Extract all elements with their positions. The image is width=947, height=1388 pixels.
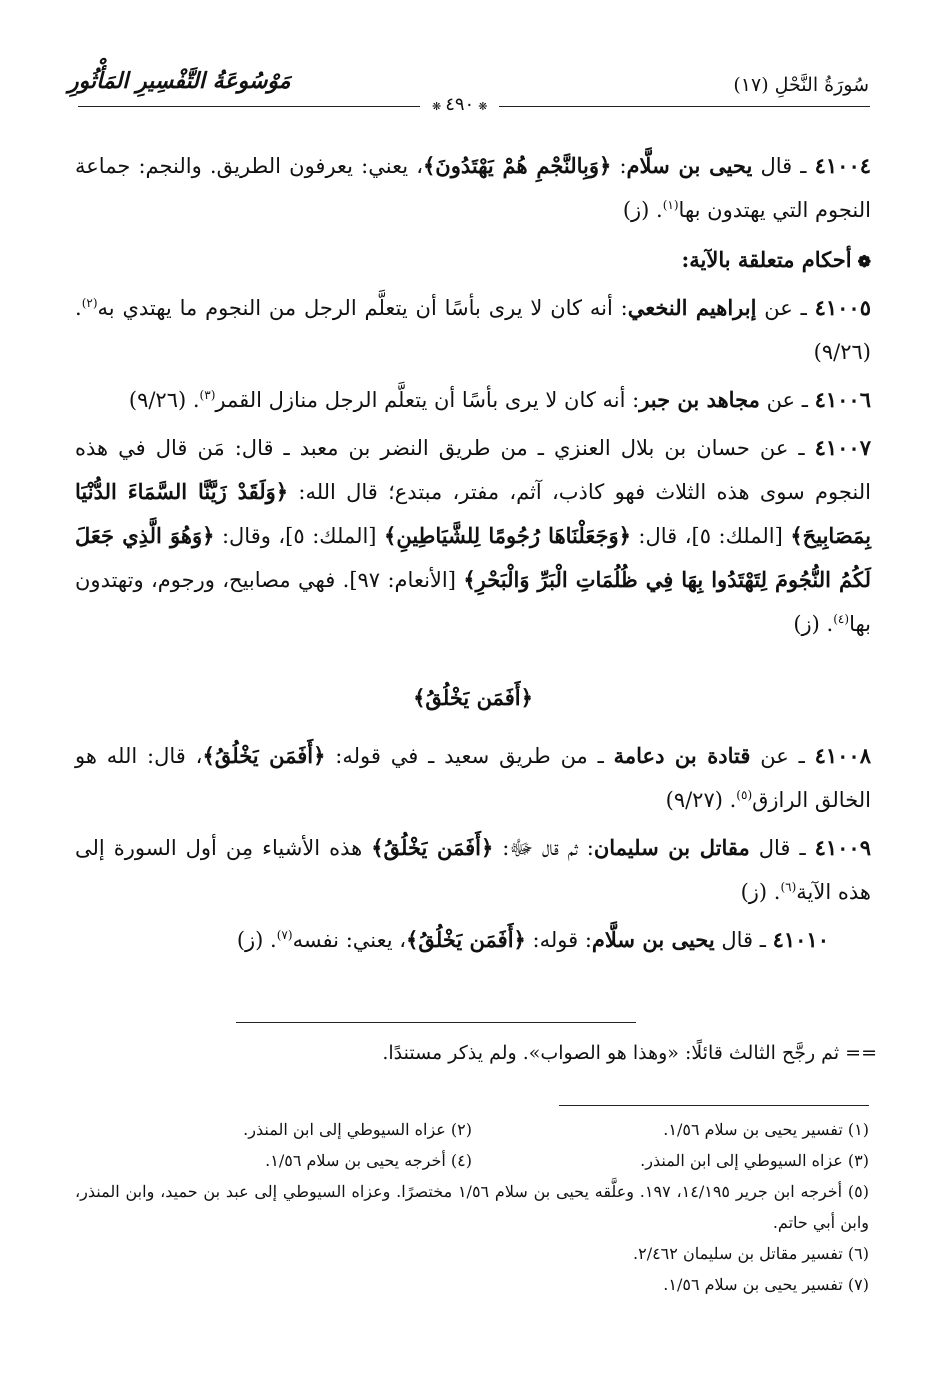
- footnote-ref: (٣): [199, 388, 216, 402]
- narrator-name: إبراهيم النخعي: [627, 295, 757, 320]
- entry-41007: ٤١٠٠٧ ـ عن حسان بن بلال العنزي ـ من طريق النضر بن معبد ـ قال: مَن قال في هذه النجوم سوى هذه الثلاث فهو كاذب، آثم، مفتر، مبتدع؛ قال الله: ﴿وَلَقَدْ زَيَّنَّا السَّمَاءَ الدُّنْيَا بِمَصَابِيحَ﴾ [الملك: ٥]، قال: ﴿وَجَعَلْنَاهَا رُجُومًا لِلشَّيَاطِينِ﴾ [الملك: ٥]، وقال: ﴿وَهُوَ الَّذِي جَعَلَ لَكُمُ النُّجُومَ لِتَهْتَدُوا بِهَا فِي ظُلُمَاتِ الْبَرِّ وَالْبَحْرِ﴾ [الأنعام: ٩٧]. فهي مصابيح، ورجوم، وتهتدون بها$^{(٤)}$. (ز): [75, 435, 872, 636]
- narrator-name: قتادة بن دعامة: [613, 743, 751, 768]
- footnote-6: (٦) تفسير مقاتل بن سليمان ٢/٤٦٢.: [633, 1244, 869, 1263]
- footnote-ref: (٤): [833, 612, 850, 626]
- entry-41008: ٤١٠٠٨ ـ عن قتادة بن دعامة ـ من طريق سعيد ـ في قوله: ﴿أَفَمَن يَخْلُقُ﴾، قال: الله هو الخالق الرازق$^{(٥)}$. (٩/٢٧): [75, 743, 871, 812]
- ayah-heading: ﴿أَفَمَن يَخْلُقُ﴾: [413, 685, 533, 710]
- footnote-4: (٤) أخرجه يحيى بن سلام ١/٥٦.: [265, 1151, 472, 1170]
- quran-quote: ﴿أَفَمَن يَخْلُقُ﴾: [202, 743, 326, 768]
- main-text: [75, 144, 871, 966]
- narrator-name: مقاتل بن سليمان: [593, 835, 750, 860]
- footnote-row: [75, 1145, 869, 1176]
- entry-41010: ٤١٠١٠ ـ قال يحيى بن سلَّام: قوله: ﴿أَفَمَن يَخْلُقُ﴾، يعني: نفسه$^{(٧)}$. (ز): [236, 927, 829, 952]
- narrator-name: مجاهد بن جبر: [639, 387, 760, 412]
- footnote-2: (٢) عزاه السيوطي إلى ابن المنذر.: [243, 1120, 472, 1139]
- footnote-1: (١) تفسير يحيى بن سلام ١/٥٦.: [663, 1120, 869, 1139]
- entry-41005: ٤١٠٠٥ ـ عن إبراهيم النخعي: أنه كان لا يرى بأسًا أن يتعلَّم الرجل من النجوم ما يهتدي به$^{(٢)}$. (٩/٢٦): [75, 295, 871, 364]
- footnote-7: (٧) تفسير يحيى بن سلام ١/٥٦.: [663, 1275, 869, 1294]
- quran-quote: ﴿وَهُوَ الَّذِي جَعَلَ لَكُمُ النُّجُومَ لِتَهْتَدُوا بِهَا فِي ظُلُمَاتِ الْبَرِّ وَالْبَحْرِ﴾: [75, 523, 871, 592]
- footnote-ref: (١): [662, 198, 679, 212]
- footnote-ref: (٦): [780, 880, 797, 894]
- entry-41004: ٤١٠٠٤ ـ قال يحيى بن سلَّام: ﴿وَبِالنَّجْمِ هُمْ يَهْتَدُونَ﴾، يعني: يعرفون الطريق. والنجم: جماعة النجوم التي يهتدون بها$^{(١)}$. (ز): [75, 153, 872, 222]
- flower-icon: ❁: [857, 252, 871, 271]
- commentary-rule: [236, 1022, 636, 1023]
- footnote-5: (٥) أخرجه ابن جرير ١٤/١٩٥، ١٩٧. وعلَّقه يحيى بن سلام ١/٥٦ مختصرًا. وعزاه السيوطي إلى عبد بن حميد، وابن المنذر، وابن أبي حاتم.: [75, 1182, 870, 1232]
- page-number-value: ٤٩٠: [445, 94, 475, 115]
- footnote-rule: [559, 1105, 869, 1106]
- footnote-3: (٣) عزاه السيوطي إلى ابن المنذر.: [640, 1151, 869, 1170]
- quran-quote: ﴿وَلَقَدْ زَيَّنَّا السَّمَاءَ الدُّنْيَا بِمَصَابِيحَ﴾: [75, 479, 872, 548]
- footnote-row: [75, 1114, 869, 1145]
- commentary-continuation: == ثم رجَّح الثالث قائلًا: «وهذا هو الصواب». ولم يذكر مستندًا.: [382, 1042, 877, 1064]
- book-title-header: مَوْسُوعَةُ التَّفْسِيرِ المَأْثُورِ: [68, 68, 291, 94]
- footnote-ref: (٧): [276, 928, 293, 942]
- narrator-name: يحيى بن سلَّام: [591, 927, 715, 952]
- page-number: [420, 94, 499, 115]
- quran-quote: ﴿وَجَعَلْنَاهَا رُجُومًا لِلشَّيَاطِينِ﴾: [384, 523, 631, 548]
- quran-quote: ﴿أَفَمَن يَخْلُقُ﴾: [406, 927, 526, 952]
- footnotes: [75, 1114, 869, 1300]
- quran-quote: ﴿وَبِالنَّجْمِ هُمْ يَهْتَدُونَ﴾: [422, 153, 612, 178]
- surah-header: سُورَةُ النَّحْلِ (١٧): [733, 74, 869, 96]
- footnote-ref: (٥): [736, 788, 753, 802]
- narrator-name: يحيى بن سلَّام: [626, 153, 753, 178]
- ornament-icon: ❋: [478, 100, 488, 113]
- footnote-ref: (٢): [81, 296, 98, 310]
- entry-41006: ٤١٠٠٦ ـ عن مجاهد بن جبر: أنه كان لا يرى بأسًا أن يتعلَّم الرجل منازل القمر$^{(٣)}$. (٩/٢٦): [128, 387, 871, 412]
- quran-quote: ﴿أَفَمَن يَخْلُقُ﴾: [371, 835, 494, 860]
- section-heading: ❁أحكام متعلقة بالآية:: [681, 247, 871, 272]
- ornament-icon: ❋: [432, 100, 442, 113]
- entry-41009: ٤١٠٠٩ ـ قال مقاتل بن سليمان: ثم قال ﷻ: ﴿أَفَمَن يَخْلُقُ﴾ هذه الأشياء مِن أول السورة إلى هذه الآية$^{(٦)}$. (ز): [75, 835, 871, 904]
